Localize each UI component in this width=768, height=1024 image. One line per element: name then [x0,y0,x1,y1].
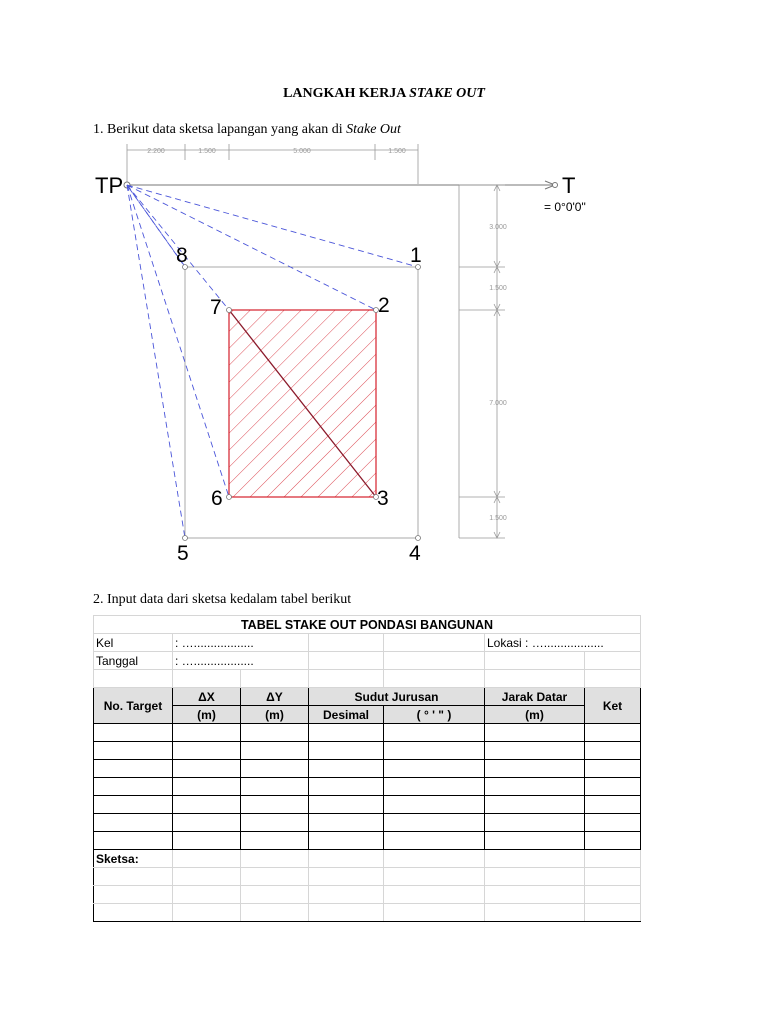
tanggal-value[interactable]: : ….................. [173,652,309,670]
point-label-5: 5 [177,542,189,565]
top-dim-2: 1.500 [198,148,216,155]
stake-out-table [93,615,641,922]
point-label-3: 3 [377,487,389,510]
table-row[interactable] [94,724,641,742]
table-row[interactable] [94,778,641,796]
header-sudut-jurusan: Sudut Jurusan [309,688,485,706]
point-label-6: 6 [211,487,223,510]
table-row[interactable] [94,796,641,814]
top-dim-1: 2.200 [147,148,165,155]
subheader-dy-unit: (m) [241,706,309,724]
subheader-dx-unit: (m) [173,706,241,724]
side-dim-3: 7.000 [489,400,507,407]
header-jarak-datar: Jarak Datar [485,688,585,706]
step-1-text: 1. Berikut data sketsa lapangan yang akan di Stake Out [93,122,401,137]
header-no-target: No. Target [94,688,173,724]
side-dim-1: 3.000 [489,224,507,231]
top-dim-4: 1.500 [388,148,406,155]
sketsa-label: Sketsa: [94,850,173,868]
side-dim-4: 1.500 [489,515,507,522]
table-row[interactable] [94,742,641,760]
point-label-1: 1 [410,244,422,267]
lokasi-label: Lokasi [487,635,522,650]
tanggal-label: Tanggal [94,652,173,670]
t-label: T [562,173,576,198]
top-dimension [127,144,418,184]
table-row[interactable] [94,814,641,832]
azimuth-label: = 0°0'0" [544,200,586,214]
page-title: LANGKAH KERJA STAKE OUT [283,86,485,101]
step-2-text: 2. Input data dari sketsa kedalam tabel berikut [93,592,352,607]
header-ket: Ket [585,688,641,724]
top-dim-3: 5.000 [293,148,311,155]
side-dimension [459,185,505,538]
kel-value[interactable]: : ….................. [173,634,309,652]
table-row[interactable] [94,832,641,850]
point-label-2: 2 [378,294,390,317]
point-label-8: 8 [176,244,188,267]
subheader-dms: ( ° ' " ) [384,706,485,724]
side-dim-2: 1.500 [489,285,507,292]
point-label-4: 4 [409,542,421,565]
header-dx: ΔX [173,688,241,706]
subheader-jarak-unit: (m) [485,706,585,724]
subheader-desimal: Desimal [309,706,384,724]
lokasi-value[interactable]: : ….................. [525,635,604,650]
table-title: TABEL STAKE OUT PONDASI BANGUNAN [94,616,641,634]
header-dy: ΔY [241,688,309,706]
table-row[interactable] [94,760,641,778]
tp-label: TP [95,173,124,198]
point-label-7: 7 [210,296,222,319]
kel-label: Kel [94,634,173,652]
